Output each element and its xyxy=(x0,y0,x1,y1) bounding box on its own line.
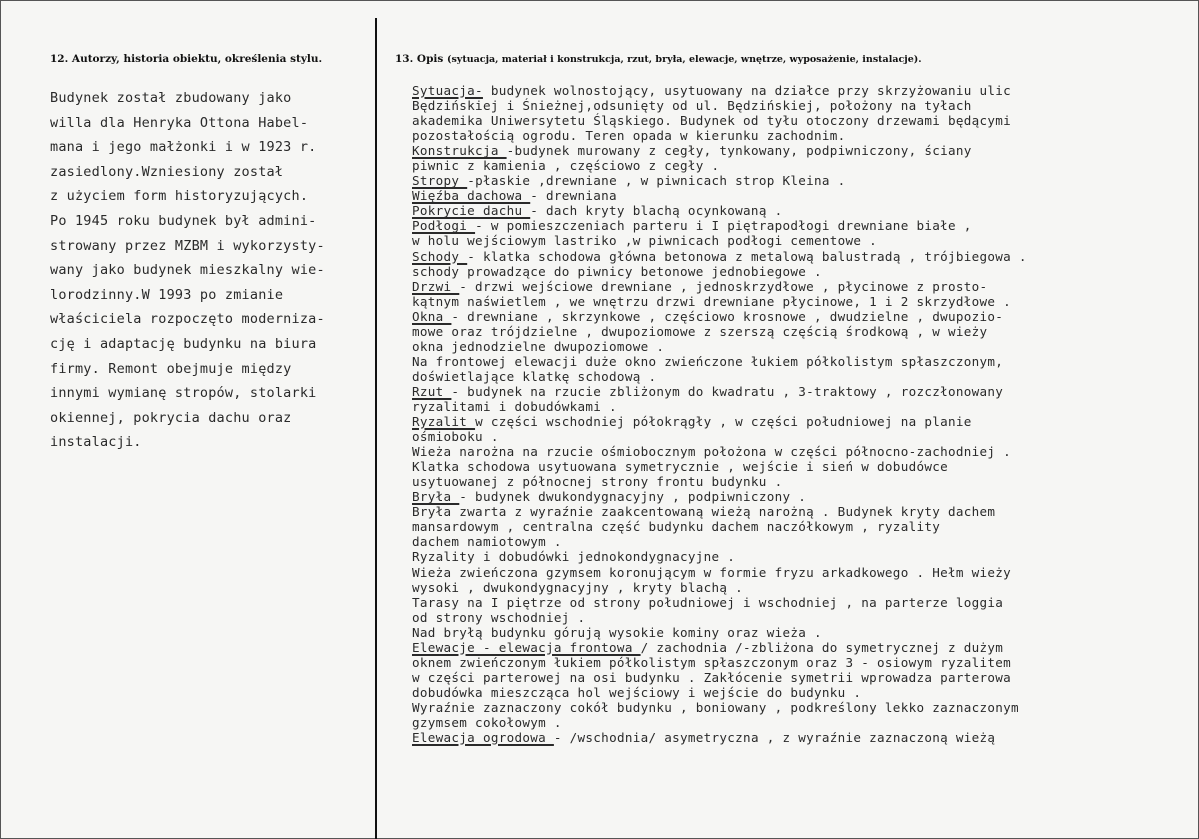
description-text: doświetlające klatkę schodową . xyxy=(412,368,657,384)
description-text: Ryzality i dobudówki jednokondygnacyjne . xyxy=(412,549,736,565)
description-text-line xyxy=(412,519,1182,534)
description-text: - /wschodnia/ asymetryczna , z wyraźnie zaznaczoną wieżą xyxy=(553,730,996,746)
description-text: Będzińskiej i Śnieżnej,odsunięty od ul. Będzińskiej, położony na tyłach xyxy=(412,98,972,114)
description-text-line xyxy=(412,98,1182,113)
description-text: Nad bryłą budynku górują wysokie kominy oraz wieża . xyxy=(412,624,822,640)
description-text: -budynek murowany z cegły, tynkowany, podpiwniczony, ściany xyxy=(506,143,972,159)
description-text: Na frontowej elewacji duże okno zwieńczone łukiem półkolistym spłaszczonym, xyxy=(412,353,1004,369)
description-text-line xyxy=(412,249,1182,264)
description-text-line xyxy=(412,580,1182,595)
description-text-line xyxy=(412,339,1182,354)
description-text-line xyxy=(412,324,1182,339)
description-text-line xyxy=(412,354,1182,369)
description-text: / zachodnia /-zbliżona do symetrycznej z dużym xyxy=(640,639,1004,655)
description-text: dobudówka mieszcząca hol wejściowy i wejście do budynku . xyxy=(412,684,862,700)
description-text: - drewniana xyxy=(530,188,617,204)
history-text-block xyxy=(50,86,370,455)
section-heading: Podłogi xyxy=(412,218,476,234)
description-text: Tarasy na I piętrze od strony południowej i wschodniej , na parterze loggia xyxy=(412,594,1004,610)
description-text: - w pomieszczeniach parteru i I piętrapodłogi drewniane białe , xyxy=(475,218,972,234)
history-text-line: Budynek został zbudowany jako xyxy=(50,90,292,106)
section-heading: Rzut xyxy=(412,383,452,399)
description-text: gzymsem cokołowym . xyxy=(412,714,562,730)
description-text-line xyxy=(412,565,1182,580)
right-section-header xyxy=(395,53,922,65)
history-text-line: Po 1945 roku budynek był admini- xyxy=(50,212,317,229)
description-text-line xyxy=(412,203,1182,218)
description-text-line xyxy=(412,218,1182,233)
history-text-line: właściciela rozpoczęto moderniza- xyxy=(50,311,325,328)
description-text: ryzalitami i dobudówkami . xyxy=(412,398,617,414)
column-divider xyxy=(375,18,377,839)
description-text-line xyxy=(412,188,1182,203)
description-text: mowe oraz trójdzielne , dwupoziomowe z szerszą częścią środkową , w wieży xyxy=(412,323,988,339)
description-text: oknem zwieńczonym łukiem półkolistym spłaszczonym oraz 3 - osiowym ryzalitem xyxy=(412,654,1012,670)
description-text-line xyxy=(412,700,1182,715)
description-text-line xyxy=(412,715,1182,730)
history-text-line: mana i jego małżonki i w 1923 r. xyxy=(50,139,317,156)
description-text: - drewniane , skrzynkowe , częściowo krosnowe , dwudzielne , dwupozio- xyxy=(451,308,1004,324)
history-text-line: strowany przez MZBM i wykorzysty- xyxy=(50,237,325,254)
description-text: Wieża zwieńczona gzymsem koronującym w formie fryzu arkadkowego . Hełm wieży xyxy=(412,564,1012,580)
history-text-line: firmy. Remont obejmuje między xyxy=(50,360,292,377)
section-heading: Sytuacja- xyxy=(412,83,483,98)
description-text: - drzwi wejściowe drewniane , jednoskrzydłowe , płycinowe z prosto- xyxy=(459,278,988,294)
description-text: ośmioboku . xyxy=(412,429,499,445)
description-text-line xyxy=(412,309,1182,324)
description-text-line xyxy=(412,429,1182,444)
history-text-line: wany jako budynek mieszkalny wie- xyxy=(50,262,325,279)
description-text-line xyxy=(412,414,1182,429)
history-text-line: z użyciem form historyzujących. xyxy=(50,188,309,205)
description-text-line xyxy=(412,279,1182,294)
history-text-line: okiennej, pokrycia dachu oraz xyxy=(50,409,292,426)
description-text: w holu wejściowym lastriko ,w piwnicach podłogi cementowe . xyxy=(412,233,878,249)
description-text-line xyxy=(412,655,1182,670)
history-text-line: lorodzinny.W 1993 po zmianie xyxy=(50,286,284,303)
description-text: Wyraźnie zaznaczony cokół budynku , boniowany , podkreślony lekko zaznaczonym xyxy=(412,699,1019,715)
description-text: - budynek dwukondygnacyjny , podpiwniczony . xyxy=(459,489,807,505)
description-text-line xyxy=(412,113,1182,128)
description-text: -płaskie ,drewniane , w piwnicach strop Kleina . xyxy=(467,173,846,189)
section-heading: Ryzalit xyxy=(412,414,476,430)
section-heading: Stropy xyxy=(412,173,468,189)
description-text: pozostałością ogrodu. Teren opada w kierunku zachodnim. xyxy=(412,128,846,144)
section-heading: Elewacje - elewacja frontowa xyxy=(412,639,641,655)
history-text-line: cję i adaptację budynku na biura xyxy=(50,335,317,352)
section-heading: Okna xyxy=(412,308,452,324)
description-text-line xyxy=(412,158,1182,173)
description-text: akademika Uniwersytetu Śląskiego. Budynek od tyłu otoczony drzewami będącymi xyxy=(412,113,1012,129)
description-text-line xyxy=(412,534,1182,549)
description-text: schody prowadzące do piwnicy betonowe jednobiegowe . xyxy=(412,263,822,279)
description-text: od strony wschodniej . xyxy=(412,609,586,625)
description-text: kątnym naświetlem , we wnętrzu drzwi drewniane płycinowe, 1 i 2 skrzydłowe . xyxy=(412,293,1012,309)
description-text-line xyxy=(412,83,1182,98)
description-text: Klatka schodowa usytuowana symetrycznie , wejście i sień w dobudówce xyxy=(412,459,948,475)
section-heading: Więźba dachowa xyxy=(412,188,531,204)
description-text: - klatka schodowa główna betonowa z metalową balustradą , trójbiegowa . xyxy=(467,248,1027,264)
description-text: Wieża narożna na rzucie ośmiobocznym położona w części północno-zachodniej . xyxy=(412,444,1012,460)
description-text-line xyxy=(412,730,1182,745)
description-text: w części wschodniej półokrągły , w części południowej na planie xyxy=(475,414,972,430)
description-text-line xyxy=(412,294,1182,309)
left-section-header xyxy=(50,53,322,65)
description-text: okna jednodzielne dwupoziomowe . xyxy=(412,338,665,354)
description-text: w części parterowej na osi budynku . Zakłócenie symetrii wprowadza parterowa xyxy=(412,669,1012,685)
description-text: - budynek na rzucie zbliżonym do kwadratu , 3-traktowy , rozczłonowany xyxy=(451,383,1004,399)
description-text: piwnic z kamienia , częściowo z cegły . xyxy=(412,158,720,174)
description-text-line xyxy=(412,685,1182,700)
history-text-line: zasiedlony.Wzniesiony został xyxy=(50,163,284,180)
section-heading: Bryła xyxy=(412,489,460,505)
description-text-line xyxy=(412,399,1182,414)
section-heading: Elewacja ogrodowa xyxy=(412,730,554,746)
description-text-line xyxy=(412,128,1182,143)
description-text-line xyxy=(412,595,1182,610)
right-header-main: 13. Opis xyxy=(395,53,444,65)
description-text-block xyxy=(412,83,1182,745)
right-header-sub: (sytuacja, materiał i konstrukcja, rzut, bryła, elewacje, wnętrze, wyposażenie, instalacje). xyxy=(446,54,922,65)
left-header-text: 12. Autorzy, historia obiektu, określenia stylu. xyxy=(50,53,323,65)
description-text-line xyxy=(412,504,1182,519)
section-heading: Pokrycie dachu xyxy=(412,203,531,219)
description-text-line xyxy=(412,264,1182,279)
description-text-line xyxy=(412,143,1182,158)
description-text-line xyxy=(412,474,1182,489)
description-text-line xyxy=(412,233,1182,248)
section-heading: Schody xyxy=(412,248,468,264)
history-text-line: innymi wymianę stropów, stolarki xyxy=(50,385,317,402)
description-text: usytuowanej z północnej strony frontu budynku . xyxy=(412,474,783,490)
description-text-line xyxy=(412,459,1182,474)
description-text-line xyxy=(412,384,1182,399)
description-text-line xyxy=(412,640,1182,655)
description-text-line xyxy=(412,173,1182,188)
description-text-line xyxy=(412,489,1182,504)
section-heading: Drzwi xyxy=(412,278,460,294)
description-text: wysoki , dwukondygnacyjny , kryty blachą . xyxy=(412,579,744,595)
description-text-line xyxy=(412,610,1182,625)
description-text: Bryła zwarta z wyraźnie zaakcentowaną wieżą narożną . Budynek kryty dachem xyxy=(412,504,996,520)
description-text: - dach kryty blachą ocynkowaną . xyxy=(530,203,783,219)
description-text-line xyxy=(412,549,1182,564)
description-text-line xyxy=(412,625,1182,640)
description-text-line xyxy=(412,444,1182,459)
description-text-line xyxy=(412,670,1182,685)
section-heading: Konstrukcja xyxy=(412,143,507,159)
description-text: budynek wolnostojący, usytuowany na działce przy skrzyżowaniu ulic xyxy=(482,83,1012,98)
description-text: dachem namiotowym . xyxy=(412,534,562,550)
description-text-line xyxy=(412,369,1182,384)
history-text-line: instalacji. xyxy=(50,434,142,451)
history-text-line: willa dla Henryka Ottona Habel- xyxy=(50,114,309,131)
description-text: mansardowym , centralna część budynku dachem naczółkowym , ryzality xyxy=(412,519,941,535)
